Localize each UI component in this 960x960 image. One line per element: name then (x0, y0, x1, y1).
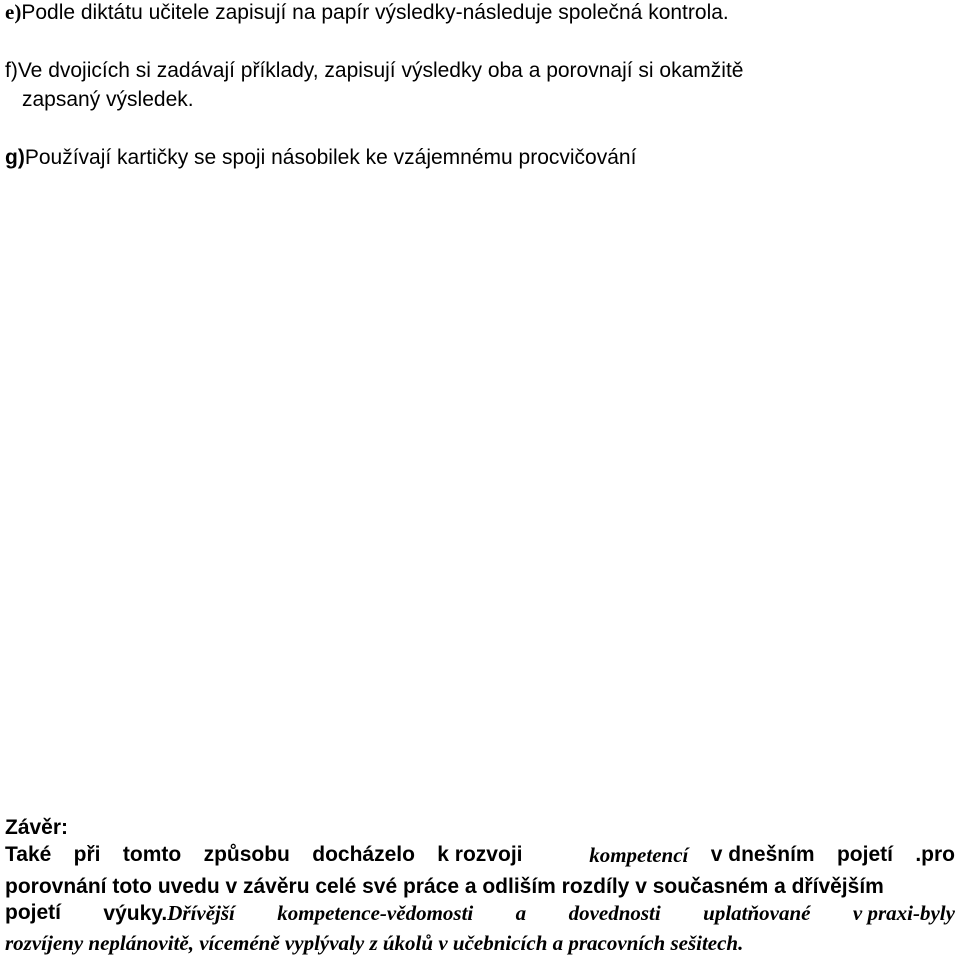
word: v dnešním (710, 843, 815, 866)
word-italic: dovednosti (568, 901, 661, 925)
word: k rozvoji (437, 843, 523, 866)
item-g-text: Používají kartičky se spoji násobilek ke vzájemnému procvičování (24, 146, 637, 169)
word: Také (5, 843, 52, 866)
item-f-line-1 (5, 57, 743, 84)
word: pojetí (5, 901, 61, 924)
word: způsobu (203, 843, 290, 866)
item-e (5, 0, 729, 26)
word-italic: Dřívější (167, 901, 235, 925)
word-italic: v praxi-byly (852, 901, 955, 925)
word: .pro (915, 843, 955, 866)
word-italic: a (515, 901, 527, 925)
word-italic: kompetencí (589, 843, 689, 867)
item-e-marker: e) (5, 0, 22, 24)
word: pojetí (836, 843, 893, 866)
word: při (73, 843, 101, 866)
word-italic: uplatňované (703, 901, 811, 925)
word: docházelo (312, 843, 415, 866)
word-italic: kompetence-vědomosti (277, 901, 474, 925)
word: tomto (122, 843, 182, 866)
item-g-marker: g) (5, 146, 25, 169)
conclusion-heading: Závěr: (5, 816, 69, 839)
item-f-text-line-1: Ve dvojicích si zadávají příklady, zapisují výsledky oba a porovnají si okamžitě (17, 59, 744, 82)
conclusion-line-2: porovnání toto uvedu v závěru celé své práce a odliším rozdíly v současném a dřívějším (5, 875, 884, 898)
word: výuky. (103, 902, 168, 925)
item-g (5, 144, 636, 171)
item-f-line-2: zapsaný výsledek. (22, 88, 194, 111)
word-group (103, 900, 234, 927)
conclusion-line-3 (5, 900, 955, 927)
conclusion-line-1 (5, 842, 955, 868)
conclusion-line-4: rozvíjeny neplánovitě, víceméně vyplývaly z úkolů v učebnicích a pracovních sešitech. (5, 931, 744, 955)
item-e-text: Podle diktátu učitele zapisují na papír výsledky-následuje společná kontrola. (21, 1, 729, 24)
item-f-marker: f) (5, 59, 18, 82)
